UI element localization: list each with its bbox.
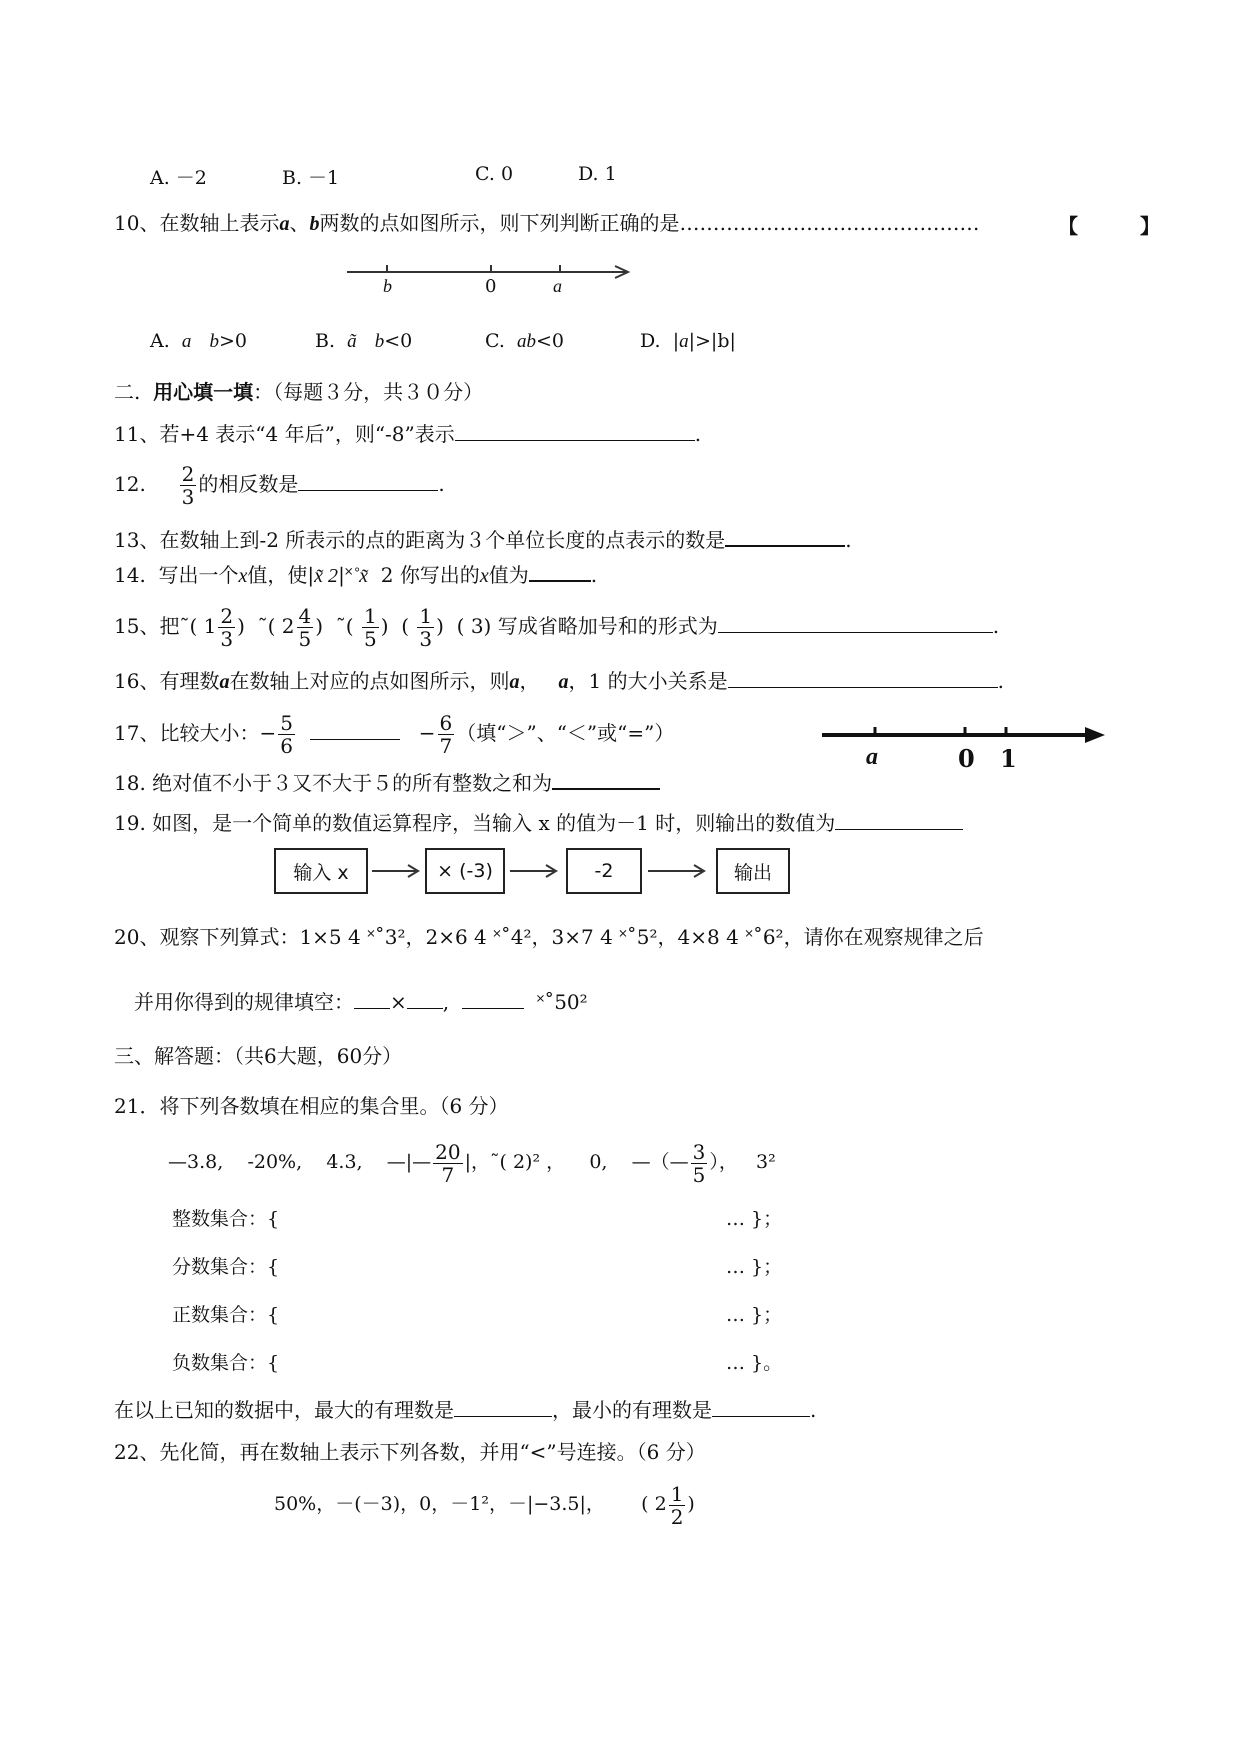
question-18: 18. 绝对值不小于３又不大于５的所有整数之和为 [114,768,660,796]
q10-option-d: D. |a|>|b| [640,330,736,352]
q17-answer-blank[interactable] [310,719,400,740]
q21-min-blank[interactable] [712,1396,810,1417]
q10-option-a: A. a b>0 [150,330,247,352]
set-integers[interactable]: 整数集合：{ … }； [172,1208,783,1230]
q9-option-c: C. 0 [475,163,514,185]
flow-output-box: 输出 [716,848,790,894]
q21-max-min: 在以上已知的数据中，最大的有理数是 ，最小的有理数是 . [114,1398,817,1422]
flow-arrow-3 [648,862,710,880]
q9-option-d: D. 1 [578,163,617,185]
question-14: 14. 写出一个x值，使|x̃ 2|˟˚x̃ 2 你写出的x值为 . [114,560,597,589]
q19-answer-blank[interactable] [835,809,963,830]
q10-option-b: B. ã b<0 [315,330,413,352]
q10-post: 两数的点如图所示，则下列判断正确的是……………………………………… [319,211,980,235]
q10-axis-label-0: 0 [485,276,497,297]
q10-axis-label-b: b [383,276,392,296]
question-19: 19. 如图，是一个简单的数值运算程序，当输入 x 的值为－1 时，则输出的数值为 [114,809,963,836]
q16-axis-label-a: a [866,744,878,770]
question-15: 15、把˜( 1 $\frac{2}{3}$ ) ˜( 2 $\frac{4}{5}$ ) ˜( $\frac{1}{5}$ ) ( $\frac{1}{3}$ ) ( 3) 写成省略加号和的形式为 . [114,604,1000,651]
flow-multiply-box: × (-3) [425,848,505,894]
q10-pre: 在数轴上表示 [159,211,280,235]
question-20-line-2: 并用你得到的规律填空： × , ˟˚50² [134,990,588,1014]
q10-bracket-close: 】 [1140,214,1160,238]
question-20: 20、观察下列算式：1×5 4 ˟˚3²，2×6 4 ˟˚4²，3×7 4 ˟˚5²，4×8 4 ˟˚6²，请你在观察规律之后 [114,925,984,949]
q20-blank-2[interactable] [407,988,443,1009]
q10-sep: 、 [289,211,310,235]
q14-answer-blank[interactable] [529,560,591,582]
q9-option-b: B. －1 [282,167,340,189]
q10-var-a: a [279,213,290,235]
question-16: 16、有理数a在数轴上对应的点如图所示，则a， a，1 的大小关系是 . [114,669,1004,693]
flow-arrow-2 [510,862,562,880]
question-11: 11、若+4 表示“4 年后”，则“-8”表示 . [114,422,702,446]
q22-number-list: 50%，－(－3)，0，－1²，－|−3.5|， ( 2 $\frac{1}{2}$ ) [274,1481,695,1529]
q16-answer-blank[interactable] [728,667,998,688]
q10-option-c: C. ab<0 [485,330,565,352]
q12-answer-blank[interactable] [298,470,438,491]
flow-input-box: 输入 x [274,848,368,894]
q11-answer-blank[interactable] [455,420,695,441]
question-10 [114,210,979,237]
q18-answer-blank[interactable] [552,768,660,790]
q10-axis-label-a: a [553,276,562,296]
q10-var-b: b [309,213,320,235]
question-17: 17、比较大小：− $\frac{5}{6}$ − $\frac{6}{7}$ （填“＞”、“＜”或“=”） [114,711,675,758]
flow-subtract-box: -2 [566,848,642,894]
q12-fraction: $\frac{2}{3}$ [181,462,195,509]
set-positive[interactable]: 正数集合：{ … }； [172,1304,783,1326]
set-fractions[interactable]: 分数集合：{ … }； [172,1256,783,1278]
set-negative[interactable]: 负数集合：{ … }。 [172,1352,783,1374]
section-2-heading: 二. 用心填一填：（每题３分，共３０分） [114,380,484,404]
question-22: 22、先化简，再在数轴上表示下列各数，并用“<”号连接。（6 分） [114,1440,706,1464]
q15-answer-blank[interactable] [718,612,993,633]
q21-max-blank[interactable] [454,1396,552,1417]
q21-number-list: —3.8, -20%, 4.3, —|— $\frac{20}{7}$ |，˜( 2)² ， 0, —（— $\frac{3}{5}$ ）， 3² [168,1139,776,1187]
section-3-heading: 三、解答题：（共6大题，60分） [114,1044,403,1068]
q20-blank-1[interactable] [354,988,390,1009]
q13-answer-blank[interactable] [725,525,845,547]
q10-number: 10、 [114,211,160,235]
q16-axis-label-1: 1 [1000,744,1017,773]
q10-bracket-open: 【 [1058,214,1078,238]
flow-arrow-1 [372,862,424,880]
question-12: 12. $\frac{2}{3}$ 的相反数是 . [114,462,445,509]
question-13: 13、在数轴上到-2 所表示的点的距离为３个单位长度的点表示的数是 . [114,525,852,553]
question-21: 21．将下列各数填在相应的集合里。（6 分） [114,1094,509,1118]
q20-blank-3[interactable] [462,988,524,1009]
q16-axis-label-0: 0 [958,744,975,773]
q9-option-a: A. －2 [150,167,207,189]
